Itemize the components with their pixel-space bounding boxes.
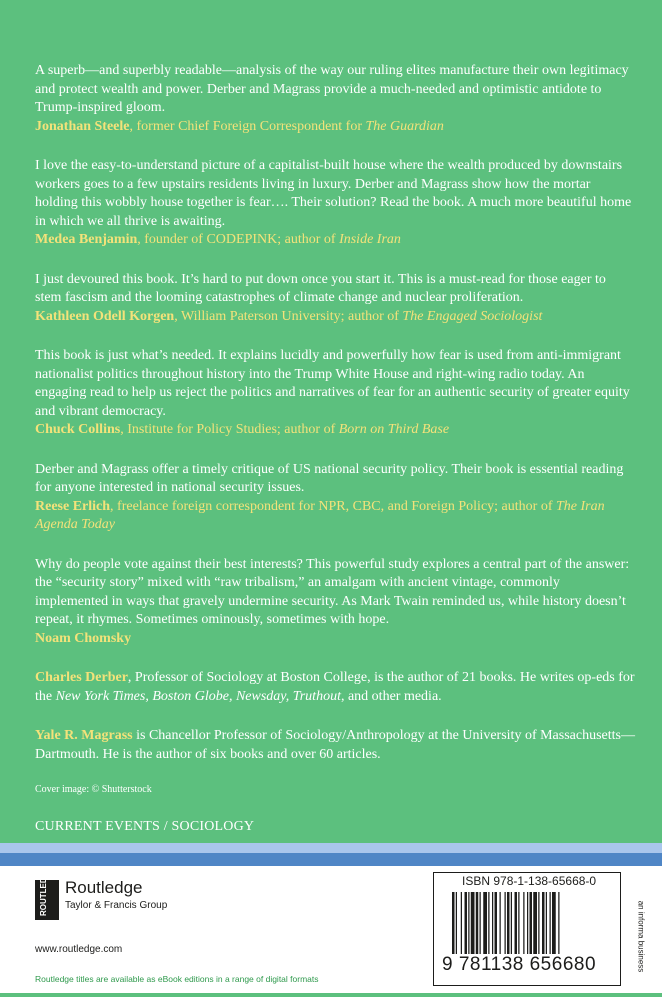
reviewer-role: , former Chief Foreign Correspondent for	[129, 118, 366, 134]
divider-band-light	[0, 843, 662, 853]
barcode-bar	[523, 892, 524, 954]
reviewer-name: Medea Benjamin	[35, 232, 138, 247]
barcode-bar	[558, 892, 559, 954]
barcode-bar	[452, 892, 455, 954]
barcode-bar	[533, 892, 537, 954]
publisher-footer	[0, 866, 662, 993]
barcode-bar	[530, 892, 533, 954]
barcode-bar	[461, 892, 462, 954]
subject-category: CURRENT EVENTS / SOCIOLOGY	[35, 819, 255, 834]
barcode-bar	[505, 892, 506, 954]
barcode-bar	[507, 892, 510, 954]
barcode-bar	[471, 892, 475, 954]
review	[35, 157, 635, 250]
barcode-bar	[527, 892, 528, 954]
cover-credit: Cover image: © Shutterstock	[35, 784, 152, 795]
author-bio	[35, 727, 635, 764]
reviewer-name: Reese Erlich	[35, 498, 111, 514]
reviewer-work: The Engaged Sociologist	[402, 308, 543, 324]
reviewer-role: , William Paterson University; author of	[174, 308, 403, 324]
barcode-bar	[518, 892, 519, 954]
review-quote: Derber and Magrass offer a timely critique of US national security policy. Their book is essential reading for anyone interested in national security issues.	[35, 461, 624, 495]
barcode-bar	[500, 892, 501, 954]
barcode-digits: 9 781138 656680	[442, 954, 597, 975]
review-attribution	[35, 498, 635, 535]
review	[35, 461, 635, 535]
reviewer-work: The Guardian	[365, 118, 444, 134]
barcode-bar	[476, 892, 479, 954]
isbn-label: ISBN 978-1-138-65668-0	[462, 874, 597, 888]
ebook-note: Routledge titles are available as eBook editions in a range of digital formats	[35, 974, 319, 984]
barcode-bar	[515, 892, 518, 954]
review	[35, 62, 635, 136]
reviewer-role: , founder of CODEPINK; author of	[137, 232, 340, 247]
publisher-url: www.routledge.com	[35, 944, 123, 955]
author-bio-text: , Professor of Sociology at Boston College, is the author of 21 books. He writes op-eds for the	[35, 670, 635, 704]
barcode-bar	[550, 892, 551, 954]
barcode-bar	[488, 892, 489, 954]
barcode-icon	[452, 892, 602, 954]
review-quote: I love the easy-to-understand picture of a capitalist-built house where the wealth produced by downstairs workers goes to a few upstairs residents living in luxury. Derber and Magrass show how the mortar holding this wobbly house together is fear…. Their solution? Read the book. A much more beautiful home in which we all thrive is awaiting.	[35, 158, 632, 229]
reviewer-work: Inside Iran	[339, 232, 401, 247]
divider-band-dark	[0, 853, 662, 866]
reviewer-role: , Institute for Policy Studies; author of	[120, 422, 339, 437]
barcode-bar	[546, 892, 547, 954]
author-name: Charles Derber	[35, 670, 128, 685]
barcode-bar	[511, 892, 512, 954]
reviewer-role: , freelance foreign correspondent for NPR, CBC, and Foreign Policy; author of	[110, 498, 556, 514]
reviewer-name: Noam Chomsky	[35, 630, 132, 646]
review-quote: Why do people vote against their best interests? This powerful study explores a central part of the answer: the “security story” mixed with “raw tribalism,” an amalgam with ancient vintage, commonly implemented in ways that gravely undermine security. As Mark Twain reminded us, while history doesn’t repeat, it rhymes. Sometimes ominously, sometimes with hope.	[35, 556, 630, 627]
author-bio-end: , and other media.	[340, 688, 442, 704]
review-quote: A superb—and superbly readable—analysis of the way our ruling elites manufacture their own legitimacy and protect wealth and power. Derber and Magrass provide a much-needed and optimistic antidote to Trump-inspired gloom.	[35, 63, 629, 115]
review-quote: This book is just what’s needed. It explains lucidly and powerfully how fear is used from anti-immigrant nationalist politics throughout history into the Trump White House and right-wing radio today. An engaging read to help us reject the politics and narratives of fear for an authentic security of greater equity and vibrant democracy.	[35, 348, 630, 419]
review	[35, 556, 635, 649]
publisher-group: Taylor & Francis Group	[65, 900, 168, 911]
barcode-bar	[538, 892, 539, 954]
barcode-bar	[495, 892, 498, 954]
barcode-bar	[468, 892, 469, 954]
barcode-bar	[483, 892, 487, 954]
barcode-bar	[552, 892, 556, 954]
author-outlets: New York Times, Boston Globe, Newsday, Truthout	[55, 688, 341, 704]
barcode-bar	[492, 892, 493, 954]
review-attribution	[35, 118, 635, 137]
informa-tagline: an informa business	[636, 900, 646, 973]
reviewer-work: The Iran Agenda Today	[35, 498, 605, 532]
barcode-bar	[465, 892, 468, 954]
reviews-section	[35, 62, 635, 785]
review	[35, 271, 635, 327]
reviewer-work: Born on Third Base	[338, 422, 450, 437]
review-attribution	[35, 630, 635, 649]
publisher-name: Routledge	[65, 878, 143, 897]
author-bio-text: is Chancellor Professor of Sociology/Anthropology at the University of Massachusetts—Dartmouth. He is the author of six books and over 60 articles.	[35, 728, 635, 762]
routledge-logo-icon: ROUTLEDGE	[35, 880, 59, 920]
barcode-bar	[480, 892, 481, 954]
review	[35, 347, 635, 440]
review-quote: I just devoured this book. It’s hard to put down once you start it. This is a must-read for those eager to stem fascism and the looming catastrophes of climate change and nuclear proliferation.	[35, 271, 606, 305]
reviewer-name: Kathleen Odell Korgen	[35, 308, 175, 324]
reviewer-name: Chuck Collins	[35, 422, 121, 437]
reviewer-name: Jonathan Steele	[35, 118, 130, 134]
barcode-bar	[456, 892, 457, 954]
review-attribution	[35, 421, 635, 440]
barcode-bar	[542, 892, 545, 954]
review-attribution	[35, 308, 635, 327]
author-name: Yale R. Magrass	[35, 728, 133, 743]
review-attribution	[35, 231, 635, 250]
author-bio	[35, 669, 635, 706]
